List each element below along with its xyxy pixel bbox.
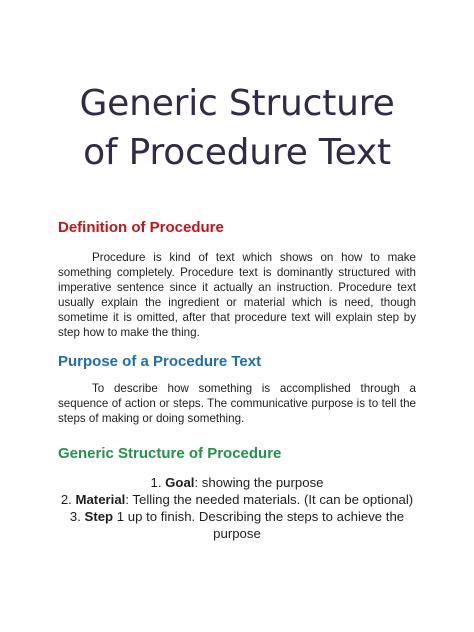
page-title-line-2: of Procedure Text [83, 132, 391, 173]
list-item-material [58, 491, 416, 508]
list-item-step [58, 508, 416, 542]
list-item-term: Goal [165, 475, 195, 490]
list-item-term: Step [84, 509, 114, 524]
list-item-description: 1 up to finish. Describing the steps to achieve the purpose [113, 509, 405, 541]
definition-heading: Definition of Procedure [58, 219, 224, 236]
list-item-description: : Telling the needed materials. (It can be optional) [125, 492, 414, 507]
structure-heading: Generic Structure of Procedure [58, 445, 282, 462]
list-item-number: 2. [60, 492, 72, 507]
list-item-number: 3. [69, 509, 81, 524]
purpose-paragraph: To describe how something is accomplished through a sequence of action or steps. The communicative purpose is to tell the steps of making or doing something. [58, 382, 416, 425]
list-item-description: : showing the purpose [194, 475, 324, 490]
page-title-line-1: Generic Structure [79, 83, 395, 124]
definition-paragraph: Procedure is kind of text which shows on how to make something completely. Procedure text is dominantly structured with imperative sentence since it actually an instruction. Procedure text usually explain the ingredient or material which is need, though sometime it is omitted, after that procedure text will explain step by step how to make the thing. [58, 251, 416, 339]
list-item-goal [58, 474, 416, 491]
list-item-number: 1. [150, 475, 162, 490]
structure-list [58, 474, 416, 542]
purpose-heading: Purpose of a Procedure Text [58, 353, 262, 370]
list-item-term: Material [75, 492, 126, 507]
